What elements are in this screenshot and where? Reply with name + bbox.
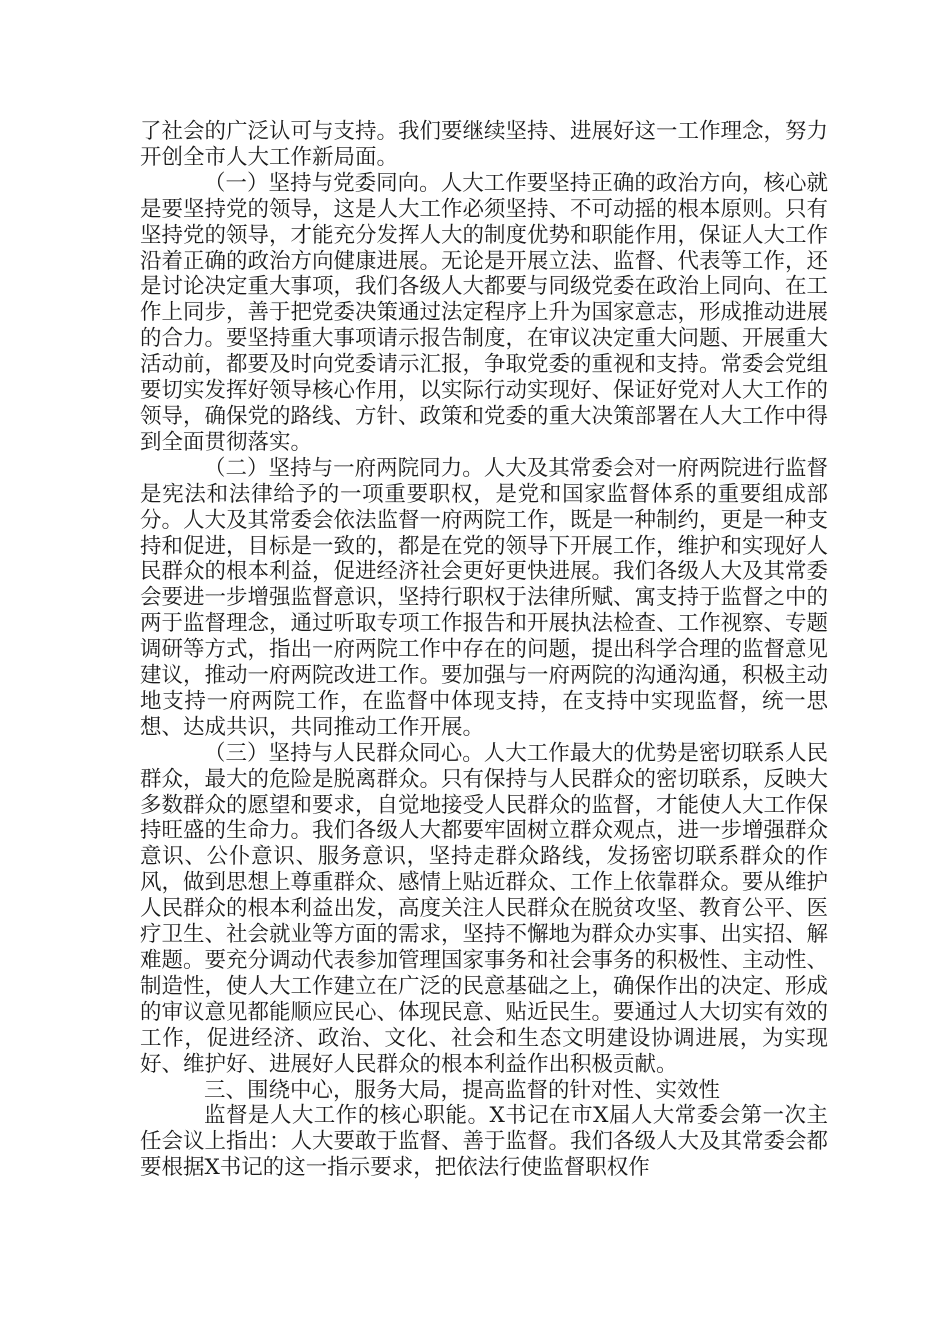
section-heading: 三、围绕中心，服务大局，提高监督的针对性、实效性 <box>204 1077 721 1103</box>
paragraph-people: （三）坚持与人民群众同心。人大工作最大的优势是密切联系人民群众，最大的危险是脱离群众。只有保持与人民群众的密切联系，反映大多数群众的愿望和要求，自觉地接受人民群众的监督，才能使人大工作保持旺盛的生命力。我们各级人大都要牢固树立群众观点，进一步增强群众意识、公仆意识、服务意识，坚持走群众路线，发扬密切联系群众的作风，做到思想上尊重群众、感情上贴近群众、工作上依靠群众。要从维护人民群众的根本利益出发，高度关注人民群众在脱贫攻坚、教育公平、医疗卫生、社会就业等方面的需求，坚持不懈地为群众办实事、出实招、解难题。要充分调动代表参加管理国家事务和社会事务的积极性、主动性、制造性，使人大工作建立在广泛的民意基础之上，确保作出的决定、形成的审议意见都能顺应民心、体现民意、贴近民生。要通过人大切实有效的工作，促进经济、政治、文化、社会和生态文明建设协调进展，为实现好、维护好、进展好人民群众的根本利益作出积极贡献。 <box>140 740 829 1077</box>
document-page <box>140 119 828 1181</box>
paragraph-party-committee: （一）坚持与党委同向。人大工作要坚持正确的政治方向，核心就是要坚持党的领导，这是人大工作必须坚持、不可动摇的根本原则。只有坚持党的领导，才能充分发挥人大的制度优势和职能作用，保证人大工作沿着正确的政治方向健康进展。无论是开展立法、监督、代表等工作，还是讨论决定重大事项，我们各级人大都要与同级党委在政治上同向、在工作上同步，善于把党委决策通过法定程序上升为国家意志，形成推动进展的合力。要坚持重大事项请示报告制度，在审议决定重大问题、开展重大活动前，都要及时向党委请示汇报，争取党委的重视和支持。常委会党组要切实发挥好领导核心作用，以实际行动实现好、保证好党对人大工作的领导，确保党的路线、方针、政策和党委的重大决策部署在人大工作中得到全面贯彻落实。 <box>140 170 829 455</box>
paragraph-opening: 了社会的广泛认可与支持。我们要继续坚持、进展好这一工作理念，努力开创全市人大工作新局面。 <box>140 119 829 170</box>
paragraph-government-courts: （二）坚持与一府两院同力。人大及其常委会对一府两院进行监督是宪法和法律给予的一项重要职权，是党和国家监督体系的重要组成部分。人大及其常委会依法监督一府两院工作，既是一种制约，更是一种支持和促进，目标是一致的，都是在党的领导下开展工作，维护和实现好人民群众的根本利益，促进经济社会更好更快进展。我们各级人大及其常委会要进一步增强监督意识，坚持行职权于法律所赋、寓支持于监督之中的两于监督理念，通过听取专项工作报告和开展执法检查、工作视察、专题调研等方式，指出一府两院工作中存在的问题，提出科学合理的监督意见建议，推动一府两院改进工作。要加强与一府两院的沟通沟通，积极主动地支持一府两院工作，在监督中体现支持，在支持中实现监督，统一思想、达成共识，共同推动工作开展。 <box>140 455 829 740</box>
paragraph-supervision: 监督是人大工作的核心职能。X书记在市X届人大常委会第一次主任会议上指出：人大要敢于监督、善于监督。我们各级人大及其常委会都要根据X书记的这一指示要求，把依法行使监督职权作 <box>140 1103 829 1181</box>
